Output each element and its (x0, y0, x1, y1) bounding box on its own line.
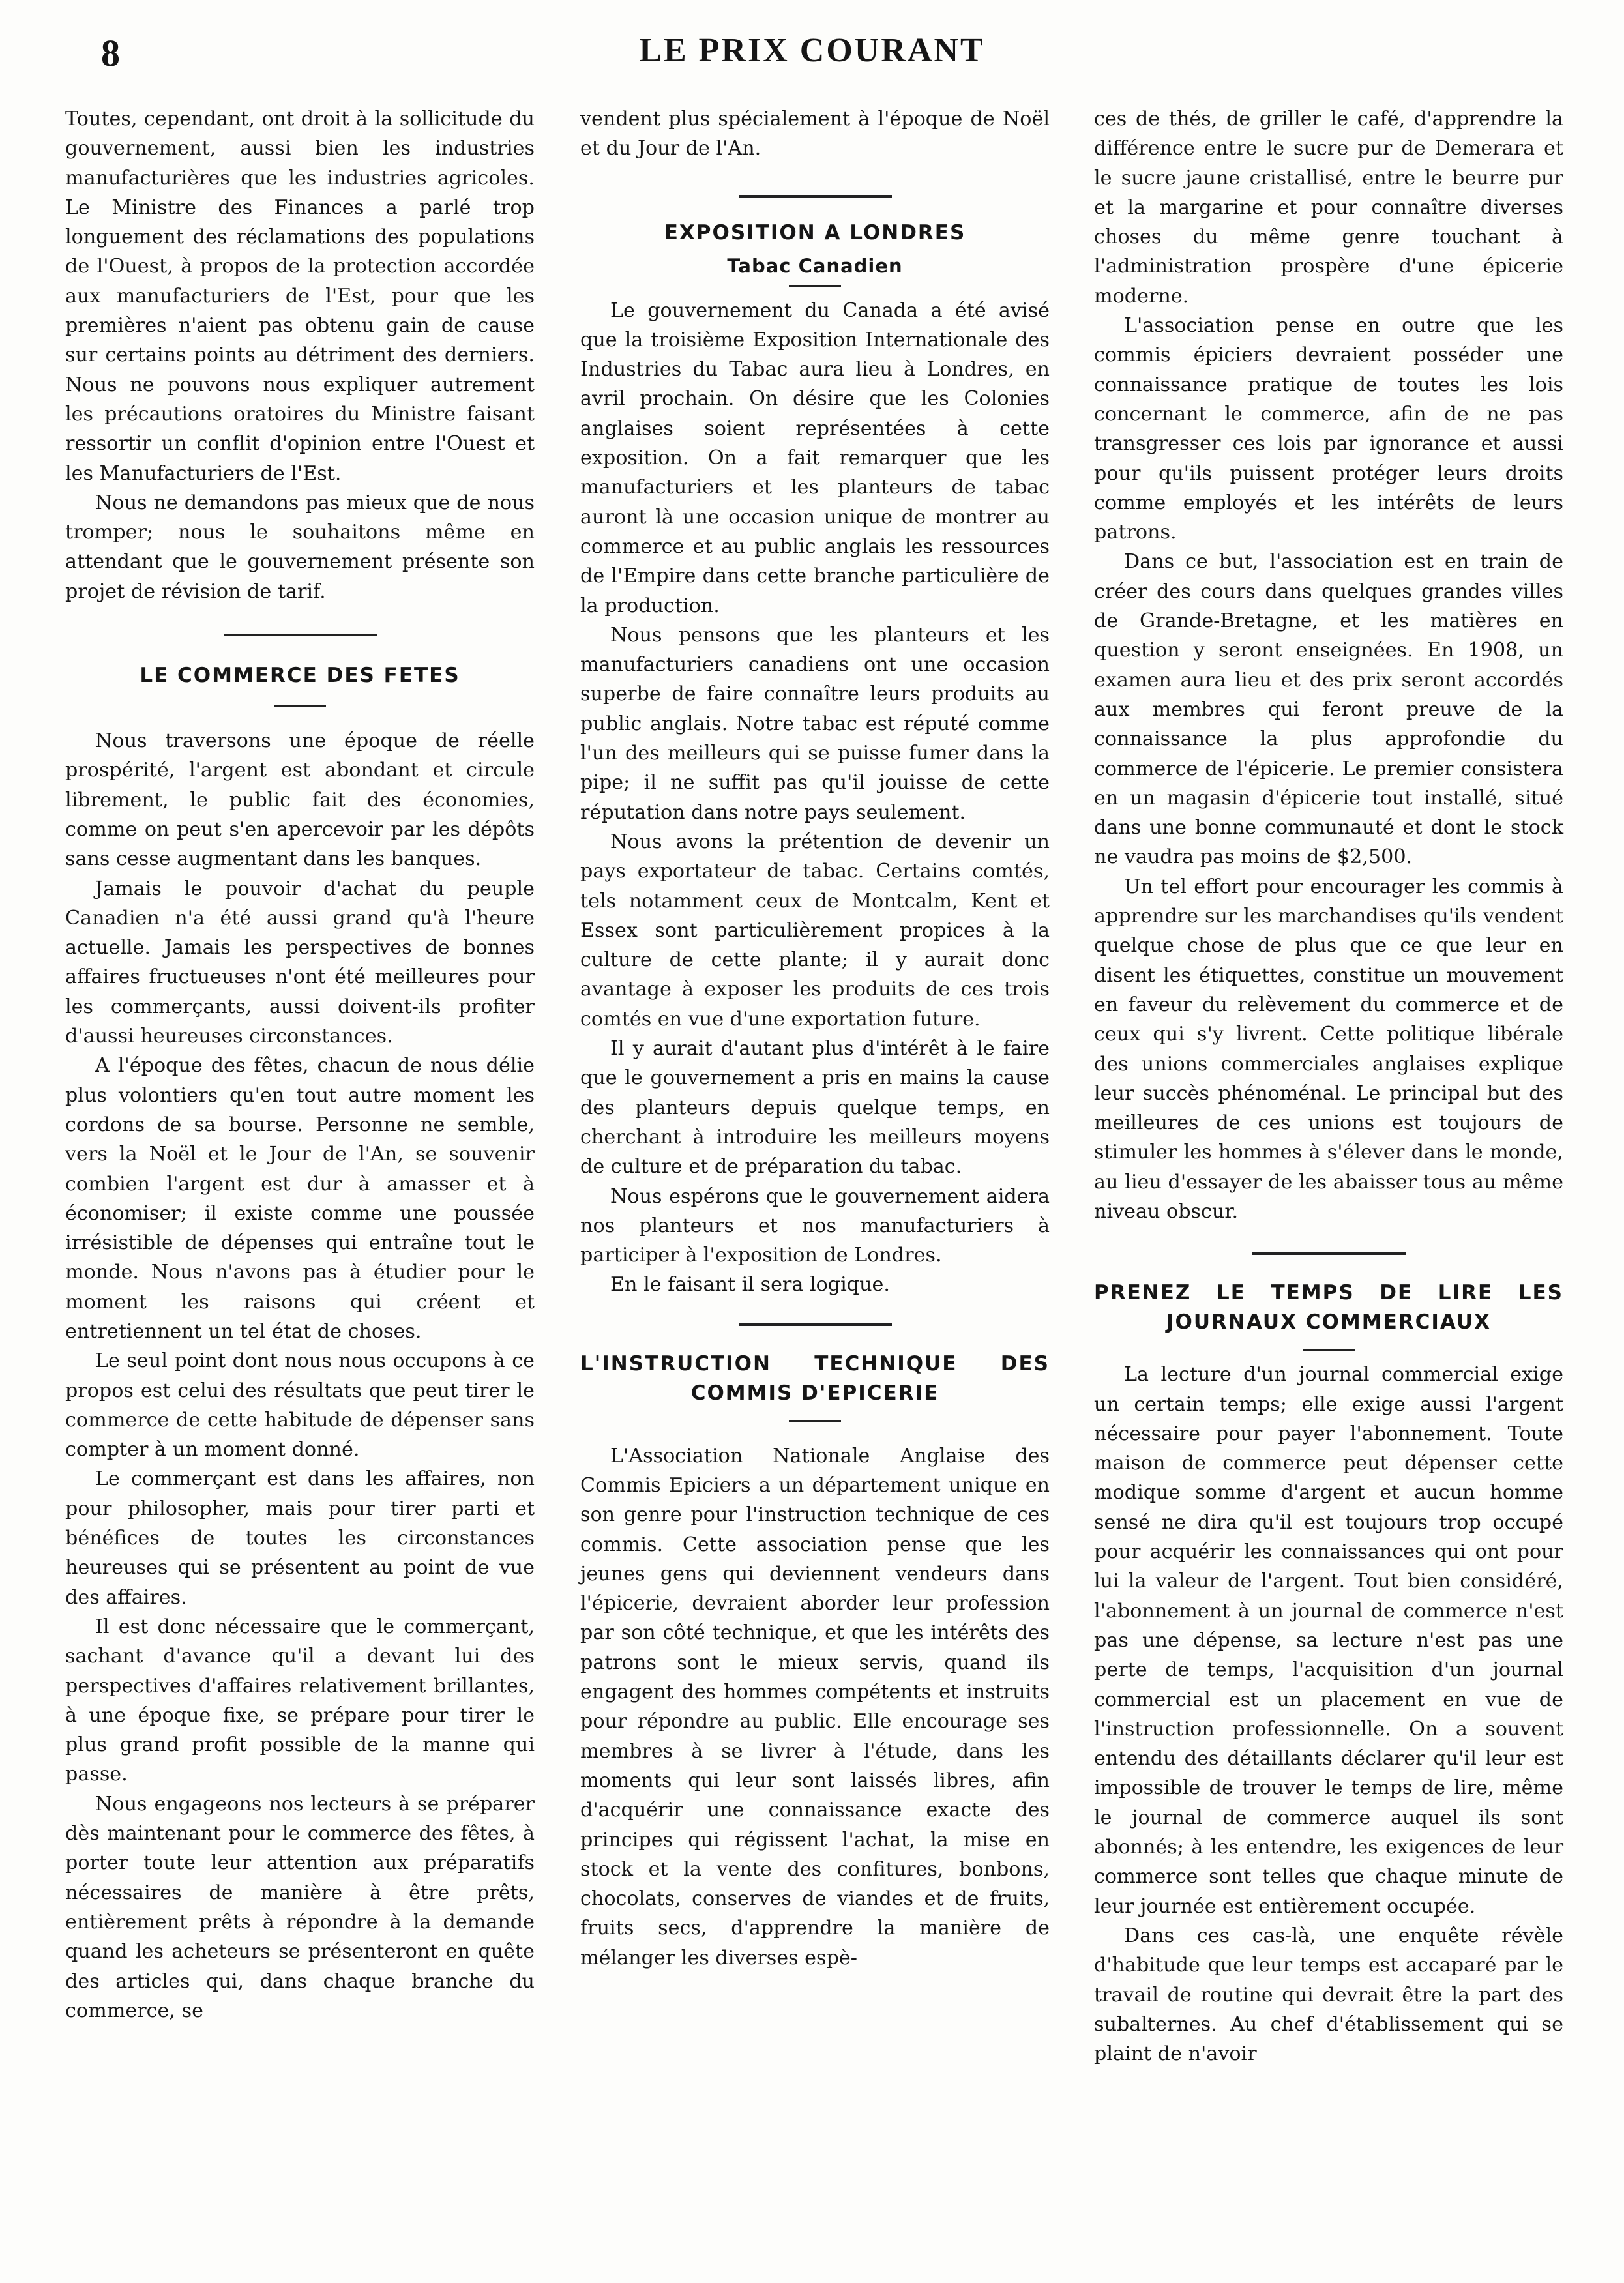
journal-title: LE PRIX COURANT (639, 32, 985, 69)
column-2 (580, 104, 1050, 1973)
paragraph: Toutes, cependant, ont droit à la sollicitude du gouvernement, aussi bien les industries manufacturières que les industries agricoles. Le Ministre des Finances a parlé trop longuement des réclamations des populations de l'Ouest, à propos de la protection accordée aux manufacturiers de l'Est, pour que les premières n'aient pas obtenu gain de cause sur certains points au détriment des derniers. Nous ne pouvons nous expliquer autrement les précautions oratoires du Ministre faisant ressortir un conflit d'opinion entre l'Ouest et les Manufacturiers de l'Est. (65, 108, 535, 485)
paragraph: vendent plus spécialement à l'époque de Noël et du Jour de l'An. (580, 108, 1050, 160)
paragraph: En le faisant il sera logique. (610, 1273, 890, 1297)
title-underline (789, 285, 841, 287)
paragraph: Dans ces cas-là, une enquête révèle d'habitude que leur temps est accaparé par le travail de routine qui devrait être la part des subalternes. Au chef d'établissement qui se plaint de n'avoir (1094, 1924, 1563, 2066)
section-subtitle-tabac: Tabac Canadien (727, 254, 903, 277)
section-title-journaux-commerciaux: PRENEZ LE TEMPS DE LIRE LES JOURNAUX COMMERCIAUX (1094, 1281, 1563, 1334)
paragraph: Nous espérons que le gouvernement aidera nos planteurs et nos manufacturiers à participer à l'exposition de Londres. (580, 1185, 1050, 1267)
paragraph: Il est donc nécessaire que le commerçant, sachant d'avance qu'il a devant lui des perspectives d'affaires relativement brillantes, à une époque fixe, se prépare pour tirer le plus grand profit possible de la manne qui passe. (65, 1615, 535, 1786)
page-header (88, 31, 1536, 77)
paragraph: Il y aurait d'autant plus d'intérêt à le faire que le gouvernement a pris en mains la cause des planteurs depuis quelque temps, en cherchant à introduire les meilleurs moyens de culture et de préparation du tabac. (580, 1037, 1050, 1179)
section-title-commerce-fetes: LE COMMERCE DES FETES (140, 664, 460, 688)
paragraph: L'association pense en outre que les commis épiciers devraient posséder une connaissance pratique de toutes les lois concernant le commerce, afin de ne pas transgresser ces lois par ignorance et aussi pour qu'ils puissent protéger leurs droits comme employés et les intérêts de leurs patrons. (1094, 314, 1563, 544)
title-underline (789, 1420, 841, 1422)
paragraph: La lecture d'un journal commercial exige un certain temps; elle exige aussi l'argent nécessaire pour payer l'abonnement. Toute maison de commerce peut dépenser cette modique somme d'argent et aucun homme sensé ne dira qu'il est toujours trop occupé pour acquérir les connaissances qui ont pour lui la valeur de l'argent. Tout bien considéré, l'abonnement à un journal de commerce n'est pas une dépense, sa lecture n'est pas une perte de temps, l'acquisition d'un journal commercial est un placement en vue de l'instruction professionnelle. On a souvent entendu des détaillants déclarer qu'il leur est impossible de trouver le temps de lire, même le journal de commerce auquel ils sont abonnés; à les entendre, les exigences de leur commerce sont telles que chaque minute de leur journée est entièrement occupée. (1094, 1363, 1563, 1918)
column-3 (1094, 104, 1563, 2069)
paragraph: Un tel effort pour encourager les commis à apprendre sur les marchandises qu'ils vendent quelque chose de plus que ce que leur en disent les étiquettes, constitue un mouvement en faveur du relèvement du commerce et de ceux qui s'y livrent. Cette politique libérale des unions commerciales anglaises explique leur succès phénoménal. Le principal but des meilleures de ces unions est toujours de stimuler les hommes à s'élever dans le monde, au lieu d'essayer de les abaisser tous au même niveau obscur. (1094, 875, 1563, 1223)
paragraph: Nous avons la prétention de devenir un pays exportateur de tabac. Certains comtés, tels notamment ceux de Montcalm, Kent et Essex sont particulièrement propices à la culture de cette plante; il y aurait donc avantage à exposer les produits de ces trois comtés en vue d'une exportation future. (580, 830, 1050, 1031)
title-underline (274, 705, 326, 707)
paragraph: Le seul point dont nous nous occupons à ce propos est celui des résultats que peut tirer le commerce de cette habitude de dépenser sans compter à un moment donné. (65, 1349, 535, 1462)
paragraph: ces de thés, de griller le café, d'apprendre la différence entre le sucre pur de Demerara et le sucre jaune cristallisé, entre le beurre pur et la margarine et pour connaître diverses choses du même genre touchant à l'administration prospère d'une épicerie moderne. (1094, 108, 1563, 308)
column-1 (65, 104, 535, 2025)
paragraph: Nous pensons que les planteurs et les manufacturiers canadiens ont une occasion superbe de faire connaître leurs produits au public anglais. Notre tabac est réputé comme l'un des meilleurs qui se puisse fumer dans la pipe; il ne suffit pas qu'il jouisse de cette réputation dans notre pays seulement. (580, 623, 1050, 824)
paragraph: Dans ce but, l'association est en train de créer des cours dans quelques grandes villes de Grande-Bretagne, et les matières en question y seront enseignées. En 1908, un examen aura lieu et des prix seront accordés aux membres qui feront preuve de la connaissance la plus approfondie du commerce de l'épicerie. Le premier consistera en un magasin d'épicerie tout installé, situé dans une bonne communauté et dont le stock ne vaudra pas moins de $2,500. (1094, 550, 1563, 869)
section-divider (1252, 1252, 1406, 1255)
paragraph: Jamais le pouvoir d'achat du peuple Canadien n'a été aussi grand qu'à l'heure actuelle. Jamais les perspectives de bonnes affaires fructueuses n'ont été meilleures pour les commerçants, aussi doivent-ils profiter d'aussi heureuses circonstances. (65, 877, 535, 1048)
paragraph: A l'époque des fêtes, chacun de nous délie plus volontiers qu'en tout autre moment les cordons de sa bourse. Personne ne semble, vers la Noël et le Jour de l'An, se souvenir combien l'argent est dur à amasser et à économiser; il existe comme une poussée irrésistible de dépenses qui entraîne tout le monde. Nous n'avons pas à étudier pour le moment les raisons qui créent et entretiennent un tel état de choses. (65, 1054, 535, 1343)
section-divider (224, 634, 377, 636)
section-divider (739, 1323, 892, 1326)
paragraph: Le gouvernement du Canada a été avisé que la troisième Exposition Internationale des Industries du Tabac aura lieu à Londres, en avril prochain. On désire que les Colonies anglaises soient représentées à cette exposition. On a fait remarquer que les manufacturiers et les planteurs de tabac auront là une occasion unique de montrer au commerce et au public anglais les ressources de l'Empire dans cette branche particulière de la production. (580, 299, 1050, 617)
section-divider (739, 195, 892, 198)
paragraph: Nous engageons nos lecteurs à se préparer dès maintenant pour le commerce des fêtes, à porter toute leur attention aux préparatifs nécessaires de manière à être prêts, entièrement prêts à répondre à la demande quand les acheteurs se présenteront en quête des articles qui, dans chaque branche du commerce, se (65, 1792, 535, 2022)
section-title-instruction-technique: L'INSTRUCTION TECHNIQUE DES COMMIS D'EPICERIE (580, 1351, 1050, 1405)
paragraph: Le commerçant est dans les affaires, non pour philosopher, mais pour tirer parti et bénéfices de toutes les circonstances heureuses qui se présentent au point de vue des affaires. (65, 1467, 535, 1609)
paragraph: L'Association Nationale Anglaise des Commis Epiciers a un département unique en son genre pour l'instruction technique de ces commis. Cette association pense que les jeunes gens qui deviennent vendeurs dans l'épicerie, devraient aborder leur profession par son côté technique, et que les intérêts des patrons sont le mieux servis, quand ils engagent des hommes compétents et instruits pour répondre au public. Elle encourage ses membres à se livrer à l'étude, dans les moments qui leur sont laissés libres, afin d'acquérir une connaissance exacte des principes qui régissent l'achat, la mise en stock et la vente des confitures, bonbons, chocolats, conserves de viandes et de fruits, fruits secs, d'apprendre la manière de mélanger les diverses espè- (580, 1444, 1050, 1969)
section-title-exposition-londres: EXPOSITION A LONDRES (664, 220, 966, 244)
page-number: 8 (101, 32, 120, 74)
title-underline (1303, 1349, 1355, 1351)
paragraph: Nous ne demandons pas mieux que de nous tromper; nous le souhaitons même en attendant que le gouvernement présente son projet de révision de tarif. (65, 491, 535, 603)
paragraph: Nous traversons une époque de réelle prospérité, l'argent est abondant et circule librement, le public fait des économies, comme on peut s'en apercevoir par les dépôts sans cesse augmentant dans les banques. (65, 729, 535, 871)
